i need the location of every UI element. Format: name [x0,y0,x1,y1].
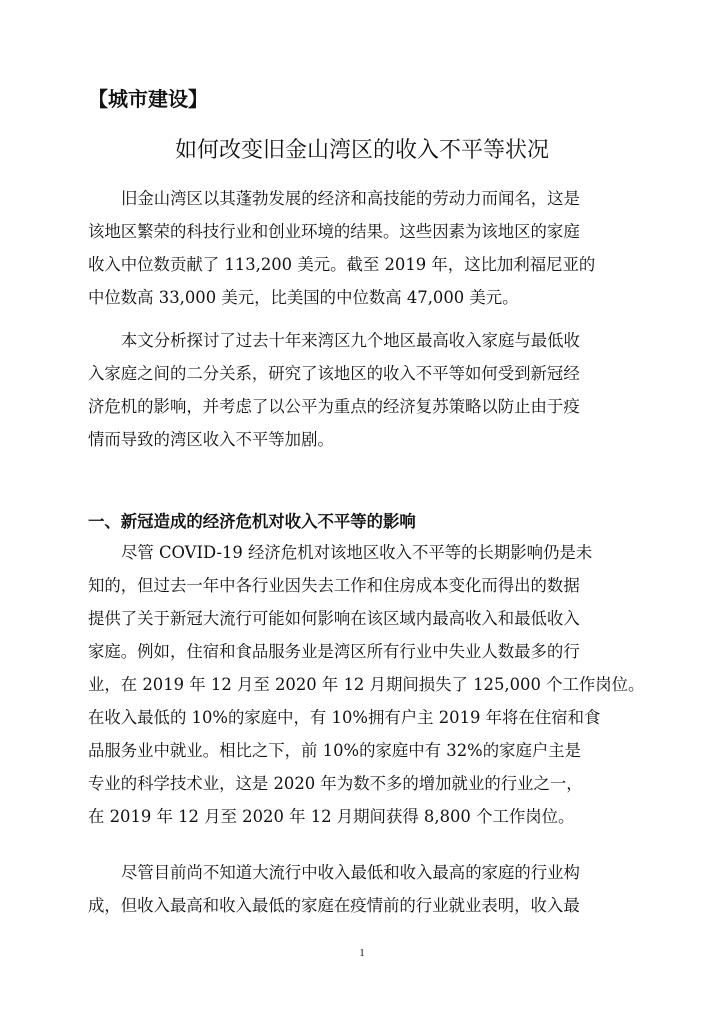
section-tag: 【城市建设】 [88,87,208,111]
paragraph-line: 品服务业中就业。相比之下，前 10%的家庭中有 32%的家庭户主是 [88,741,582,760]
paragraph-line: 入家庭之间的二分关系，研究了该地区的收入不平等如何受到新冠经 [88,364,580,383]
page-title: 如何改变旧金山湾区的收入不平等状况 [174,138,549,163]
paragraph-line: 旧金山湾区以其蓬勃发展的经济和高技能的劳动力而闻名，这是 [121,189,580,208]
paragraph-line: 家庭。例如，住宿和食品服务业是湾区所有行业中失业人数最多的行 [88,642,580,661]
paragraph-line: 在收入最低的 10%的家庭中，有 10%拥有户主 2019 年将在住宿和食 [88,708,601,727]
paragraph-line: 尽管 COVID-19 经济危机对该地区收入不平等的长期影响仍是未 [121,543,593,562]
paragraph-line: 收入中位数贡献了 113,200 美元。截至 2019 年，这比加利福尼亚的 [88,255,596,274]
intro-paragraph-1 [88,182,648,314]
paragraph-line: 业，在 2019 年 12 月至 2020 年 12 月期间损失了 125,000 个工作岗位。 [88,675,645,694]
paragraph-line: 专业的科学技术业，这是 2020 年为数不多的增加就业的行业之一， [88,774,583,793]
section-heading: 一、新冠造成的经济危机对收入不平等的影响 [88,512,416,531]
paragraph-line: 该地区繁荣的科技行业和创业环境的结果。这些因素为该地区的家庭 [88,222,580,241]
paragraph-line: 济危机的影响，并考虑了以公平为重点的经济复苏策略以防止由于疫 [88,397,580,416]
paragraph-line: 情而导致的湾区收入不平等加剧。 [88,430,334,449]
paragraph-line: 提供了关于新冠大流行可能如何影响在该区域内最高收入和最低收入 [88,609,580,628]
paragraph-line: 中位数高 33,000 美元，比美国的中位数高 47,000 美元。 [88,288,519,307]
section-paragraph-2 [88,856,648,922]
section-paragraph-1 [88,536,648,833]
paragraph-line: 知的，但过去一年中各行业因失去工作和住房成本变化而得出的数据 [88,576,580,595]
paragraph-line: 成，但收入最高和收入最低的家庭在疫情前的行业就业表明，收入最 [88,896,580,915]
paragraph-line: 本文分析探讨了过去十年来湾区九个地区最高收入家庭与最低收 [121,331,580,350]
paragraph-line: 在 2019 年 12 月至 2020 年 12 月期间获得 8,800 个工作岗位。 [88,807,575,826]
page-number: 1 [359,947,365,959]
paragraph-line: 尽管目前尚不知道大流行中收入最低和收入最高的家庭的行业构 [121,863,580,882]
intro-paragraph-2 [88,324,648,456]
